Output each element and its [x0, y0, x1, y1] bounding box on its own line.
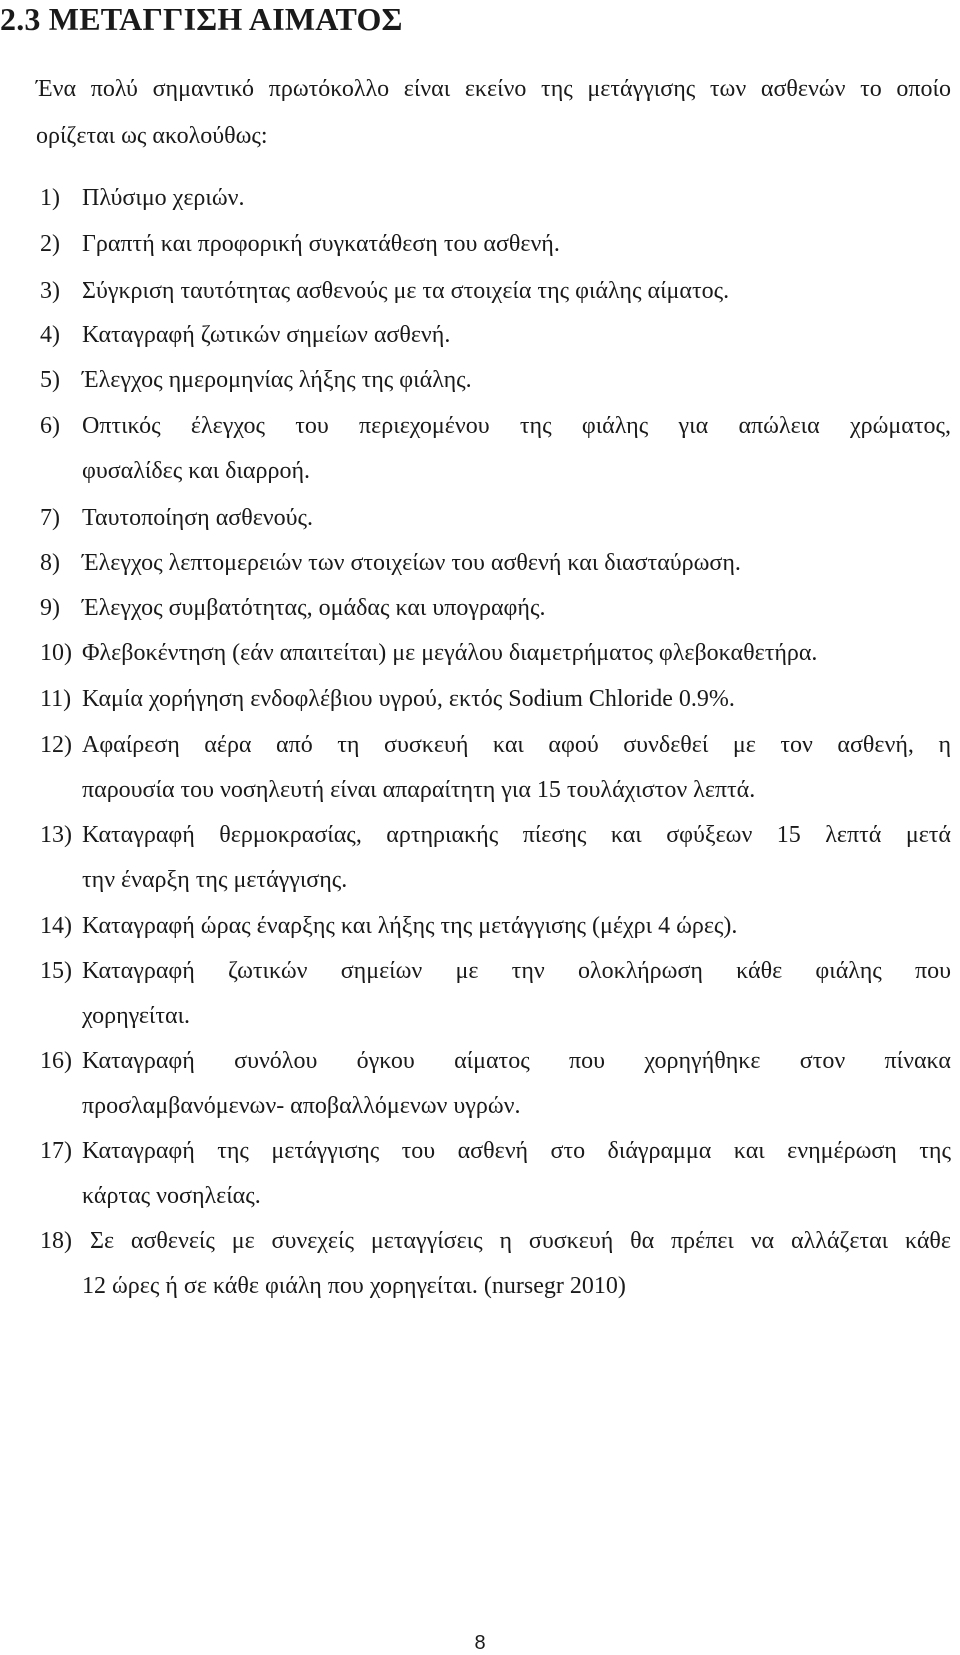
- list-item-number: 11): [40, 686, 72, 712]
- list-item-number: 7): [40, 505, 60, 531]
- list-item-text: Πλύσιμο χεριών.: [82, 185, 245, 211]
- list-item-number: 1): [40, 185, 60, 211]
- list-item-text: Καταγραφή της μετάγγισης του ασθενή στο διάγραμμα και ενημέρωση της: [82, 1138, 951, 1164]
- list-item-text: Γραπτή και προφορική συγκατάθεση του ασθενή.: [82, 231, 560, 257]
- intro-paragraph-line-1: Ένα πολύ σημαντικό πρωτόκολλο είναι εκείνο της μετάγγισης των ασθενών το οποίο: [36, 76, 951, 102]
- list-item-text: Καταγραφή θερμοκρασίας, αρτηριακής πίεσης και σφύξεων 15 λεπτά μετά: [82, 822, 951, 848]
- section-heading: 2.3 ΜΕΤΑΓΓΙΣΗ ΑΙΜΑΤΟΣ: [0, 1, 403, 37]
- list-item-text: Αφαίρεση αέρα από τη συσκευή και αφού συνδεθεί με τον ασθενή, η: [82, 732, 951, 758]
- list-item-number: 3): [40, 278, 60, 304]
- list-item-number: 13): [40, 822, 72, 848]
- intro-paragraph-line-2: ορίζεται ως ακολούθως:: [36, 123, 268, 149]
- list-item-text-continued: κάρτας νοσηλείας.: [82, 1183, 261, 1209]
- list-item-number: 9): [40, 595, 60, 621]
- list-item-text-continued: χορηγείται.: [82, 1003, 191, 1029]
- list-item-text-continued: την έναρξη της μετάγγισης.: [82, 867, 348, 893]
- list-item-text: Σε ασθενείς με συνεχείς μεταγγίσεις η συσκευή θα πρέπει να αλλάζεται κάθε: [90, 1228, 951, 1254]
- page-number: 8: [474, 1632, 486, 1654]
- list-item-text: Καταγραφή ζωτικών σημείων ασθενή.: [82, 322, 451, 348]
- list-item-number: 17): [40, 1138, 72, 1164]
- list-item-number: 14): [40, 913, 72, 939]
- list-item-text: Καταγραφή συνόλου όγκου αίματος που χορηγήθηκε στον πίνακα: [82, 1048, 951, 1074]
- list-item-text: Σύγκριση ταυτότητας ασθενούς με τα στοιχεία της φιάλης αίματος.: [82, 278, 730, 304]
- list-item-text: Οπτικός έλεγχος του περιεχομένου της φιάλης για απώλεια χρώματος,: [82, 413, 951, 439]
- list-item-number: 18): [40, 1228, 72, 1254]
- list-item-number: 8): [40, 550, 60, 576]
- list-item-number: 2): [40, 231, 60, 257]
- list-item-text-continued: φυσαλίδες και διαρροή.: [82, 458, 310, 484]
- list-item-number: 16): [40, 1048, 72, 1074]
- list-item-text: Έλεγχος συμβατότητας, ομάδας και υπογραφής.: [82, 595, 546, 621]
- list-item-number: 12): [40, 732, 72, 758]
- list-item-text: Καμία χορήγηση ενδοφλέβιου υγρού, εκτός Sodium Chloride 0.9%.: [82, 686, 735, 712]
- list-item-text-continued: παρουσία του νοσηλευτή είναι απαραίτητη για 15 τουλάχιστον λεπτά.: [82, 777, 756, 803]
- list-item-text: Έλεγχος λεπτομερειών των στοιχείων του ασθενή και διασταύρωση.: [82, 550, 741, 576]
- list-item-text: Έλεγχος ημερομηνίας λήξης της φιάλης.: [82, 367, 472, 393]
- list-item-text-continued: προσλαμβανόμενων- αποβαλλόμενων υγρών.: [82, 1093, 521, 1119]
- list-item-number: 15): [40, 958, 72, 984]
- list-item-text: Ταυτοποίηση ασθενούς.: [82, 505, 314, 531]
- list-item-number: 10): [40, 640, 72, 666]
- list-item-number: 6): [40, 413, 60, 439]
- list-item-number: 4): [40, 322, 60, 348]
- list-item-text: Καταγραφή ώρας έναρξης και λήξης της μετάγγισης (μέχρι 4 ώρες).: [82, 913, 738, 939]
- list-item-text-continued: 12 ώρες ή σε κάθε φιάλη που χορηγείται. (nursegr 2010): [82, 1273, 626, 1299]
- list-item-number: 5): [40, 367, 60, 393]
- list-item-text: Καταγραφή ζωτικών σημείων με την ολοκλήρωση κάθε φιάλης που: [82, 958, 951, 984]
- list-item-text: Φλεβοκέντηση (εάν απαιτείται) με μεγάλου διαμετρήματος φλεβοκαθετήρα.: [82, 640, 818, 666]
